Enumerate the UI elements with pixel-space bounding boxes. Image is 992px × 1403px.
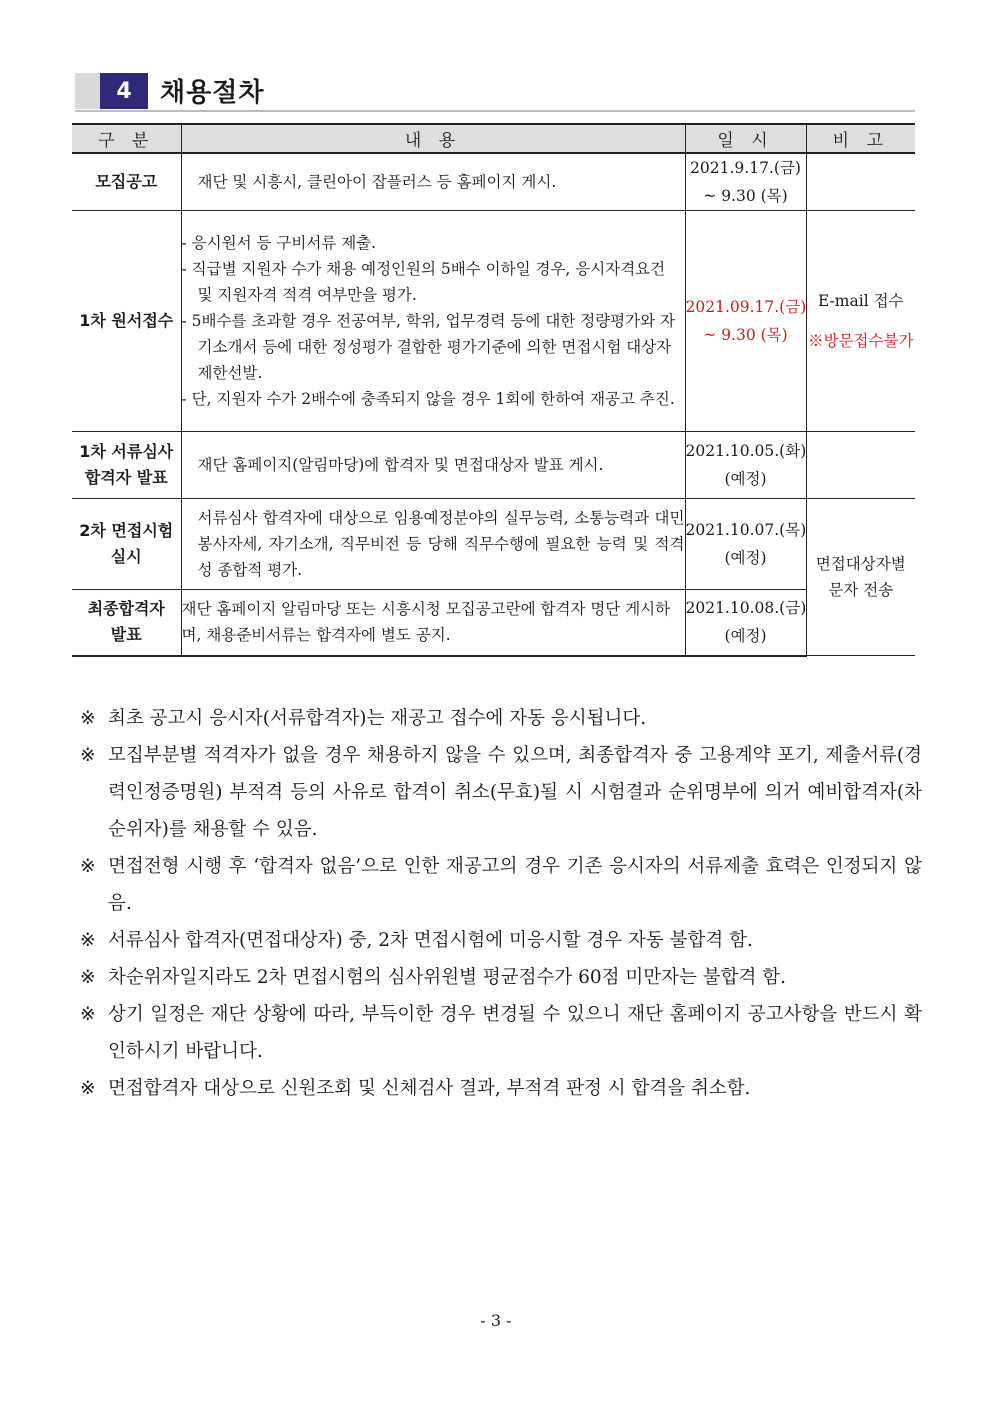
date-start: 2021.09.17.(금) (685, 298, 807, 316)
row-note (806, 153, 915, 211)
note-item (80, 1070, 922, 1107)
note-text: 서류심사 합격자(면접대상자) 중, 2차 면접시험에 미응시할 경우 자동 불합격 함. (108, 930, 753, 951)
category-line: 실시 (110, 547, 142, 566)
row-note (806, 432, 915, 499)
row-note (806, 211, 915, 432)
row-category: 1차 원서접수 (72, 211, 181, 432)
note-text: 면접전형 시행 후 ‘합격자 없음’으로 인한 재공고의 경우 기존 응시자의 서류제출 효력은 인정되지 않음. (108, 856, 922, 914)
table-row (72, 432, 915, 499)
note-item (80, 996, 922, 1070)
note-item (80, 959, 922, 996)
email-submission-note: E-mail 접수 (817, 292, 904, 310)
reference-mark-icon: ※ (80, 856, 96, 877)
category-line: 최종합격자 (87, 599, 165, 619)
category-line: 발표 (110, 625, 142, 645)
header-note: 비 고 (806, 124, 915, 153)
row-category (72, 432, 181, 499)
category-line: 합격자 발표 (84, 468, 168, 487)
reference-mark-icon: ※ (80, 1004, 96, 1025)
section-title: 채용절차 (160, 78, 265, 108)
row-content: 재단 홈페이지 알림마당 또는 시흥시청 모집공고란에 합격자 명단 게시하며, 채용준비서류는 합격자에 별도 공지. (181, 590, 685, 656)
reference-mark-icon: ※ (80, 930, 96, 951)
section-divider (75, 110, 915, 112)
section-number-shade (75, 73, 100, 109)
note-item (80, 700, 922, 737)
recruitment-procedure-table (72, 123, 915, 657)
header-date: 일 시 (685, 124, 806, 153)
note-line: 면접대상자별 (815, 555, 906, 573)
row-date (685, 153, 806, 211)
section-header (75, 70, 915, 110)
row-category: 모집공고 (72, 153, 181, 211)
reference-mark-icon: ※ (80, 1078, 96, 1099)
date-start: 2021.10.08.(금) (685, 599, 807, 618)
content-bullet: - 단, 지원자 수가 2배수에 충족되지 않을 경우 1회에 한하여 재공고 추진. (181, 390, 675, 408)
row-content: 재단 홈페이지(알림마당)에 합격자 및 면접대상자 발표 게시. (181, 432, 685, 499)
date-status: (예정) (724, 627, 767, 646)
table-row (72, 153, 915, 211)
category-line: 2차 면접시험 (79, 521, 174, 540)
note-text: 모집부분별 적격자가 없을 경우 채용하지 않을 수 있으며, 최종합격자 중 고용계약 포기, 제출서류(경력인정증명원) 부적격 등의 사유로 합격이 취소(무효)될 시 시험결과 순위명부에 의거 예비합격자(차순위자)를 채용할 수 있음. (108, 745, 922, 840)
table-row (72, 590, 915, 656)
content-bullet: - 5배수를 초과할 경우 전공여부, 학위, 업무경력 등에 대한 정량평가와 자기소개서 등에 대한 정성평가 결합한 평가기준에 의한 면접시험 대상자 제한선발. (181, 312, 675, 382)
date-start: 2021.10.07.(목) (685, 521, 807, 539)
row-date (685, 590, 806, 656)
reference-mark-icon: ※ (80, 708, 96, 729)
note-item (80, 922, 922, 959)
section-number: 4 (100, 73, 148, 109)
note-item (80, 737, 922, 848)
row-content: 서류심사 합격자에 대상으로 임용예정분야의 실무능력, 소통능력과 대민봉사자세, 자기소개, 직무비전 등 당해 직무수행에 필요한 능력 및 적격성 종합적 평가. (181, 499, 685, 590)
date-start: 2021.9.17.(금) (690, 159, 801, 177)
table-row (72, 499, 915, 590)
row-content (181, 211, 685, 432)
content-bullet: - 응시원서 등 구비서류 제출. (181, 234, 377, 252)
table-header-row (72, 124, 915, 153)
note-line: 문자 전송 (828, 581, 894, 599)
content-bullet: - 직급별 지원자 수가 채용 예정인원의 5배수 이하일 경우, 응시자격요건 및 지원자격 적격 여부만을 평가. (181, 260, 666, 304)
no-visit-submission-note: ※방문접수불가 (808, 332, 914, 350)
note-text: 최초 공고시 응시자(서류합격자)는 재공고 접수에 자동 응시됩니다. (108, 708, 647, 729)
date-end: ~ 9.30 (목) (703, 187, 788, 205)
header-category: 구 분 (72, 124, 181, 153)
row-note (806, 499, 915, 656)
row-date (685, 499, 806, 590)
reference-mark-icon: ※ (80, 967, 96, 988)
row-content: 재단 및 시흥시, 클린아이 잡플러스 등 홈페이지 게시. (181, 153, 685, 211)
reference-mark-icon: ※ (80, 745, 96, 766)
date-start: 2021.10.05.(화) (685, 442, 807, 460)
date-status: (예정) (724, 470, 767, 488)
category-line: 1차 서류심사 (79, 442, 174, 461)
row-category (72, 499, 181, 590)
row-date (685, 432, 806, 499)
table-row (72, 211, 915, 432)
note-item (80, 848, 922, 922)
header-content: 내 용 (181, 124, 685, 153)
row-category (72, 590, 181, 656)
page-number: - 3 - (480, 1311, 512, 1330)
note-text: 상기 일정은 재단 상황에 따라, 부득이한 경우 변경될 수 있으니 재단 홈페이지 공고사항을 반드시 확인하시기 바랍니다. (108, 1004, 922, 1062)
note-text: 면접합격자 대상으로 신원조회 및 신체검사 결과, 부적격 판정 시 합격을 취소함. (108, 1078, 751, 1099)
notes-list (80, 700, 922, 1107)
date-status: (예정) (724, 549, 767, 567)
note-text: 차순위자일지라도 2차 면접시험의 심사위원별 평균점수가 60점 미만자는 불합격 함. (108, 967, 786, 988)
date-end: ~ 9.30 (목) (703, 326, 788, 344)
row-date (685, 211, 806, 432)
